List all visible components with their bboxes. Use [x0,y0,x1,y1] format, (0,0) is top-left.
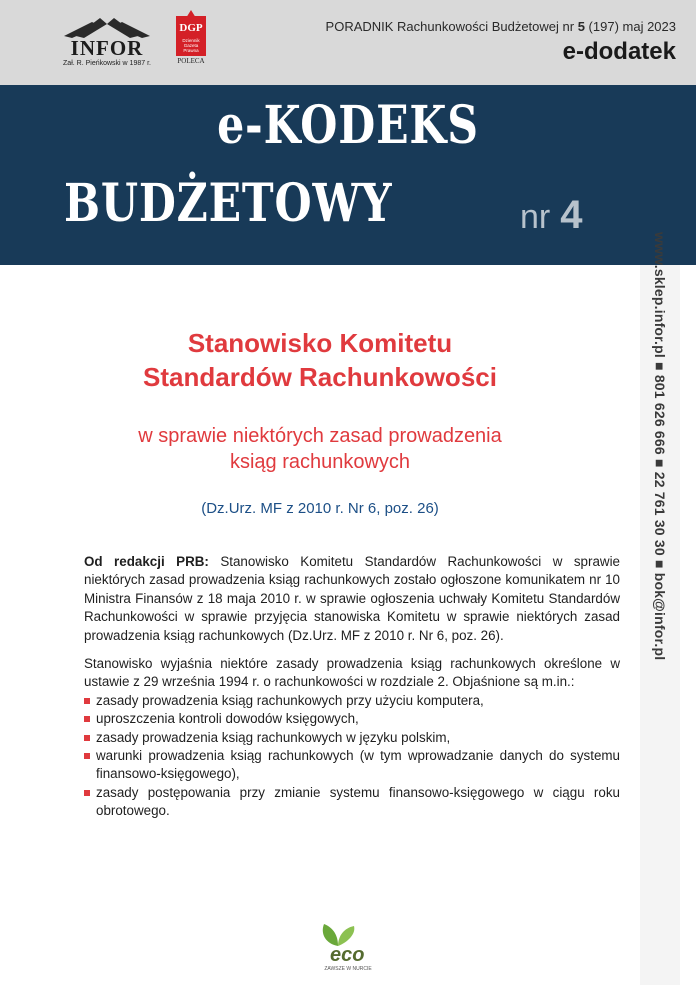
eco-logo-text: eco [330,944,365,966]
heading-line-1: Stanowisko Komitetu [187,328,453,358]
publication-issue: 5 [577,19,585,34]
list-item: warunki prowadzenia ksiąg rachunkowych (w tym wprowadzanie danych do systemu finansowo-księgowego), [84,747,620,784]
infor-wings-icon [62,16,152,38]
document-subheading [0,423,640,475]
issue-number: 4 [560,193,583,237]
title-banner [0,85,696,265]
title-line-2: BUDŻETOWY [64,173,393,234]
list-item: zasady prowadzenia ksiąg rachunkowych w języku polskim, [84,729,620,747]
eco-logo [310,922,380,982]
intro-text: Stanowisko Komitetu Standardów Rachunkowości w sprawie niektórych zasad prowadzenia ksiąg rachunkowych zostało ogłoszone komunikatem nr 10 Ministra Finansów z 18 maja 2010 r. w sprawie ogłoszenia uchwały Komitetu Standardów Rachunkowości w sprawie przyjęcia stanowiska Komitetu w sprawie niektórych zasad prowadzenia ksiąg rachunkowych (Dz.Urz. MF z 2010 r. Nr 6, poz. 26). [84,554,621,643]
subheading-line-2: ksiąg rachunkowych [229,451,411,473]
document-reference: (Dz.Urz. MF z 2010 r. Nr 6, poz. 26) [201,500,439,517]
list-item: zasady prowadzenia ksiąg rachunkowych przy użyciu komputera, [84,692,620,710]
dgp-logo-text: DGP [179,22,203,34]
eco-small-text: ZAWSZE W NURCIE [324,966,372,972]
top-header-bar [0,0,696,85]
contact-vertical-text: www.sklep.infor.pl ■ 801 626 666 ■ 22 761 30 30 ■ bok@infor.pl [652,232,668,661]
publication-prefix: PORADNIK Rachunkowości Budżetowej nr [325,19,578,34]
issue-number-block [520,193,582,238]
issue-label: nr [520,198,551,236]
dgp-logo [176,16,206,66]
document-body [84,553,620,821]
dgp-small-text: Dziennik Gazeta Prawna [182,38,200,53]
intro-paragraph [84,553,620,645]
dgp-poleca-text: POLECA [177,57,205,65]
supplement-label: e-dodatek [562,38,676,65]
list-item: uproszczenia kontroli dowodów księgowych, [84,710,620,728]
publication-line [326,19,676,34]
infor-founded-text: Zał. R. Pieńkowski w 1987 r. [63,60,151,67]
title-line-1: e-KODEKS [217,95,479,156]
document-heading [0,326,640,394]
heading-line-2: Standardów Rachunkowości [143,362,497,392]
list-item: zasady postępowania przy zmianie systemu finansowo-księgowego w ciągu roku obrotowego. [84,784,620,821]
topics-list [84,692,620,821]
publication-suffix: (197) maj 2023 [584,19,676,34]
infor-logo [56,16,158,72]
intro-lead: Od redakcji PRB: [84,554,209,569]
infor-logo-text: INFOR [70,36,144,60]
subheading-line-1: w sprawie niektórych zasad prowadzenia [138,425,502,447]
second-paragraph: Stanowisko wyjaśnia niektóre zasady prowadzenia ksiąg rachunkowych określone w ustawie z 29 września 1994 r. o rachunkowości w rozdziale 2. Objaśnione są m.in.: [84,656,620,690]
